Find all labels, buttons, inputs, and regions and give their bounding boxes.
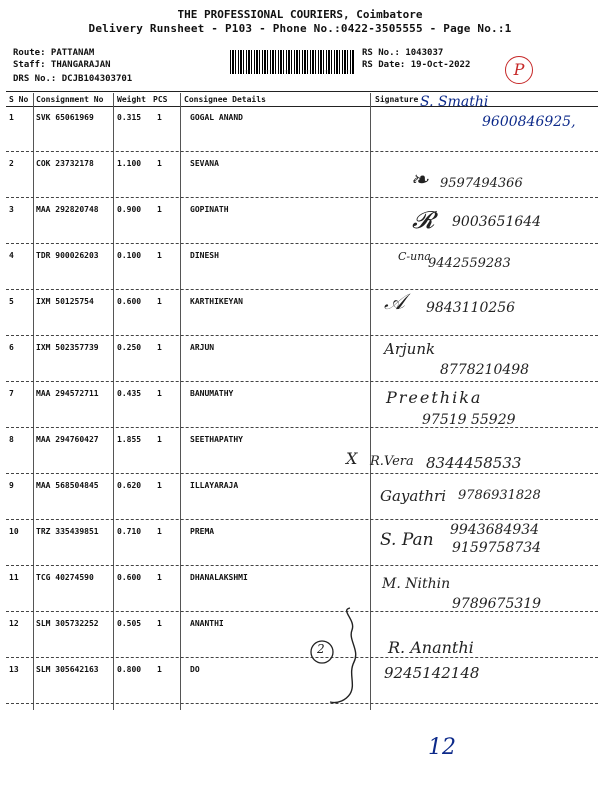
row-consignee-name: ANANTHI xyxy=(190,619,224,628)
row-pcs: 1 xyxy=(157,481,162,490)
page-mark-circle: P xyxy=(505,56,533,84)
row-consignee-name: PREMA xyxy=(190,527,215,536)
row-consignment-no: SVK 65061969 xyxy=(36,113,94,122)
row-consignment-no: MAA 294760427 xyxy=(36,435,99,444)
row-consignment-no: SLM 305642163 xyxy=(36,665,99,674)
col-signature: Signature xyxy=(375,95,419,104)
rs-date: RS Date: 19-Oct-2022 xyxy=(362,60,471,70)
row-consignee-name: DINESH xyxy=(190,251,219,260)
handwritten-signature: ❧ xyxy=(410,168,429,193)
handwritten-phone: 8344458533 xyxy=(426,454,522,472)
row-consignment-no: COK 23732178 xyxy=(36,159,94,168)
row-pcs: 1 xyxy=(157,619,162,628)
row-sno: 3 xyxy=(9,205,14,214)
handwritten-signature: S. Smathi xyxy=(420,94,489,110)
row-divider xyxy=(6,289,598,290)
col-sno: S No xyxy=(9,95,29,104)
row-sno: 5 xyxy=(9,297,14,306)
row-consignee-name: DO xyxy=(190,665,200,674)
handwritten-phone: 9943684934 xyxy=(450,522,540,538)
handwritten-signature: C-una xyxy=(398,250,431,263)
col-consignee: Consignee Details xyxy=(184,95,266,104)
document-subtitle: Delivery Runsheet - P103 - Phone No.:0422-3505555 - Page No.:1 xyxy=(88,22,512,35)
row-divider xyxy=(6,243,598,244)
row-consignee-name: GOGAL ANAND xyxy=(190,113,243,122)
handwritten-phone: 9789675319 xyxy=(452,596,542,612)
row-pcs: 1 xyxy=(157,527,162,536)
row-pcs: 1 xyxy=(157,573,162,582)
row-consignment-no: IXM 50125754 xyxy=(36,297,94,306)
handwritten-signature: R.Vera xyxy=(370,454,414,469)
row-pcs: 1 xyxy=(157,297,162,306)
handwritten-phone: 97519 55929 xyxy=(422,412,516,428)
handwritten-phone: 9600846925, xyxy=(482,114,576,130)
staff-label: Staff: THANGARAJAN xyxy=(13,60,111,70)
row-weight: 1.855 xyxy=(117,435,142,444)
row-weight: 0.600 xyxy=(117,573,142,582)
row-consignee-name: ARJUN xyxy=(190,343,215,352)
row-pcs: 1 xyxy=(157,113,162,122)
row-divider xyxy=(6,197,598,198)
handwritten-phone: 9159758734 xyxy=(452,540,542,556)
row-weight: 0.710 xyxy=(117,527,142,536)
row-pcs: 1 xyxy=(157,205,162,214)
row-weight: 0.900 xyxy=(117,205,142,214)
document-title: THE PROFESSIONAL COURIERS, Coimbatore xyxy=(177,8,423,21)
row-consignment-no: MAA 292820748 xyxy=(36,205,99,214)
row-consignee-name: GOPINATH xyxy=(190,205,229,214)
row-pcs: 1 xyxy=(157,159,162,168)
row-consignment-no: TDR 900026203 xyxy=(36,251,99,260)
barcode xyxy=(230,50,355,74)
row-sno: 12 xyxy=(9,619,19,628)
handwritten-signature: Arjunk xyxy=(384,340,436,358)
drs-number: DRS No.: DCJB104303701 xyxy=(13,74,133,84)
row-sno: 1 xyxy=(9,113,14,122)
row-pcs: 1 xyxy=(157,665,162,674)
row-consignment-no: MAA 294572711 xyxy=(36,389,99,398)
handwritten-phone: 9843110256 xyxy=(426,300,516,316)
row-weight: 1.100 xyxy=(117,159,142,168)
row-sno: 10 xyxy=(9,527,19,536)
row-sno: 9 xyxy=(9,481,14,490)
col-consignment: Consignment No xyxy=(36,95,104,104)
handwritten-phone: 8778210498 xyxy=(440,362,530,378)
row-consignment-no: SLM 305732252 xyxy=(36,619,99,628)
row-sno: 6 xyxy=(9,343,14,352)
handwritten-signature: 𝒜 xyxy=(384,290,405,315)
row-consignment-no: IXM 502357739 xyxy=(36,343,99,352)
row-sno: 2 xyxy=(9,159,14,168)
row-weight: 0.620 xyxy=(117,481,142,490)
row-weight: 0.600 xyxy=(117,297,142,306)
handwritten-signature: S. Pan xyxy=(380,530,434,550)
row-consignee-name: DHANALAKSHMI xyxy=(190,573,248,582)
col-pcs: PCS xyxy=(153,95,168,104)
row-pcs: 1 xyxy=(157,343,162,352)
row-consignee-name: KARTHIKEYAN xyxy=(190,297,243,306)
row-consignee-name: SEETHAPATHY xyxy=(190,435,243,444)
row-consignee-name: BANUMATHY xyxy=(190,389,234,398)
row-divider xyxy=(6,381,598,382)
row-sno: 11 xyxy=(9,573,19,582)
row-sno: 8 xyxy=(9,435,14,444)
handwritten-phone: 9597494366 xyxy=(440,176,523,191)
handwritten-signature: M. Nithin xyxy=(382,576,451,592)
row-weight: 0.505 xyxy=(117,619,142,628)
route-label: Route: PATTANAM xyxy=(13,48,95,58)
row-divider xyxy=(6,519,598,520)
row-weight: 0.315 xyxy=(117,113,142,122)
row-sno: 4 xyxy=(9,251,14,260)
handwritten-mark: X xyxy=(346,449,358,468)
row-consignment-no: MAA 568504845 xyxy=(36,481,99,490)
handwritten-phone: 9245142148 xyxy=(384,664,480,682)
row-consignee-name: ILLAYARAJA xyxy=(190,481,239,490)
row-divider xyxy=(6,151,598,152)
handwritten-page-count: 12 xyxy=(428,735,456,760)
row-weight: 0.100 xyxy=(117,251,142,260)
header-bottom-rule xyxy=(6,106,598,107)
row-consignee-name: SEVANA xyxy=(190,159,219,168)
row-consignment-no: TCG 40274590 xyxy=(36,573,94,582)
row-pcs: 1 xyxy=(157,389,162,398)
row-divider xyxy=(6,335,598,336)
row-pcs: 1 xyxy=(157,251,162,260)
header-top-rule xyxy=(6,91,598,92)
rs-number: RS No.: 1043037 xyxy=(362,48,444,58)
handwritten-signature: R. Ananthi xyxy=(388,638,474,657)
handwritten-phone: 9442559283 xyxy=(428,256,511,271)
row-weight: 0.250 xyxy=(117,343,142,352)
handwritten-phone: 9003651644 xyxy=(452,214,542,230)
handwritten-scribble xyxy=(300,600,370,710)
row-sno: 13 xyxy=(9,665,19,674)
handwritten-signature: Preethika xyxy=(386,388,483,407)
row-sno: 7 xyxy=(9,389,14,398)
row-weight: 0.800 xyxy=(117,665,142,674)
col-weight: Weight xyxy=(117,95,146,104)
handwritten-signature: Gayathri xyxy=(380,487,446,505)
row-weight: 0.435 xyxy=(117,389,142,398)
handwritten-phone: 9786931828 xyxy=(458,488,541,503)
circled-number: 2 xyxy=(317,642,325,656)
row-consignment-no: TRZ 335439851 xyxy=(36,527,99,536)
row-divider xyxy=(6,473,598,474)
handwritten-signature: 𝓡 xyxy=(412,206,435,234)
row-divider xyxy=(6,565,598,566)
row-pcs: 1 xyxy=(157,435,162,444)
